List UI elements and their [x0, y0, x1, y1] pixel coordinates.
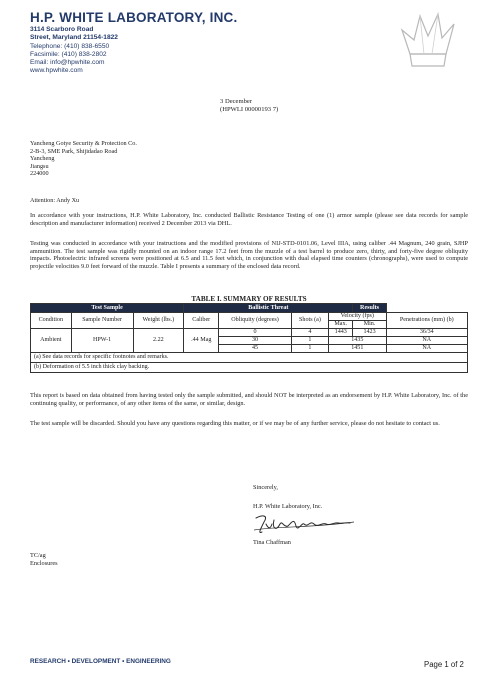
cell-obliquity: 45 — [219, 345, 292, 353]
table-row — [31, 329, 468, 337]
cell-caliber: .44 Mag — [184, 329, 219, 353]
facsimile: Facsimile: (410) 838-2802 — [30, 50, 107, 58]
cell-obliquity: 30 — [219, 337, 292, 345]
recipient-line: 224000 — [30, 170, 49, 178]
intro-paragraph: In accordance with your instructions, H.P. White Laboratory, Inc. conducted Ballistic Resistance Testing of one (1) armor sample (please see data records for sample description and manufacturer information) received 2 December 2013 via DHL. — [30, 212, 468, 227]
cell-shots: 1 — [291, 345, 328, 353]
recipient-address — [30, 140, 137, 178]
header-caliber: Caliber — [184, 313, 219, 329]
signer-name: Tina Chaffman — [253, 539, 291, 546]
typist-initials — [30, 552, 58, 567]
header-velocity-max: Max. — [329, 321, 353, 329]
letterhead — [30, 10, 237, 76]
sincerely: Sincerely, — [253, 484, 278, 491]
group-results: Results — [353, 304, 386, 313]
recipient-line: Jiangsu — [30, 162, 49, 170]
cell-weight: 2.22 — [133, 329, 184, 353]
header-condition: Condition — [31, 313, 72, 329]
table-notes — [31, 353, 468, 363]
method-paragraph: Testing was conducted in accordance with your instructions and the modified provisions of NIJ-STD-0101.06, Level IIIA, using caliber .44 Magnum, 240 grain, SJHP ammunition. The test sample was rigidly mounted on an indoor range 17.2 feet from the muzzle of a test barrel to produce zero, thirty, and forty-five degree obliquity impacts. Photoelectric infrared screens were positioned at 6.5 and 11.5 feet which, in conjunction with dual elapsed time counters (chronographs), were used to compute projectile velocities 9.0 feet forward of the muzzle. Table I presents a summary of the enclosed data record. — [30, 240, 468, 270]
header-penetrations: Penetrations (mm) (b) — [386, 313, 467, 329]
telephone: Telephone: (410) 838-6550 — [30, 42, 110, 50]
header-velocity-min: Min. — [353, 321, 386, 329]
cell-velocity-max: 1443 — [329, 329, 353, 337]
cell-obliquity: 0 — [219, 329, 292, 337]
reference-number: (HPWLI 00000193 7) — [220, 105, 279, 113]
cell-penetrations: NA — [386, 337, 467, 345]
handwritten-signature — [250, 510, 360, 538]
cell-penetrations: NA — [386, 345, 467, 353]
page-number: Page 1 of 2 — [424, 660, 464, 669]
enclosures-line: Enclosures — [30, 559, 58, 567]
date-line: 3 December — [220, 98, 253, 105]
closing-paragraph: The test sample will be discarded. Should you have any questions regarding this matter, or if we may be of any further service, please do not hesitate to contact us. — [30, 420, 440, 427]
initials-line: TC/ag — [30, 552, 46, 559]
header-velocity: Velocity (fps) — [329, 313, 387, 321]
letter-date — [220, 98, 278, 113]
cell-penetrations: 36/34 — [386, 329, 467, 337]
address-line-2: Street, Maryland 21154-1822 — [30, 34, 118, 42]
group-test-sample: Test Sample — [31, 304, 184, 313]
header-weight: Weight (lbs.) — [133, 313, 184, 329]
results-table — [30, 303, 468, 373]
group-ballistic-threat: Ballistic Threat — [184, 304, 353, 313]
attention-line: Attention: Andy Xu — [30, 197, 80, 204]
cell-velocity: 1451 — [329, 345, 387, 353]
recipient-line: 2-B-3, SME Park, Shijidadao Road — [30, 147, 118, 155]
header-shots: Shots (a) — [291, 313, 328, 329]
disclaimer-paragraph: This report is based on data obtained from having tested only the sample submitted, and should NOT be interpreted as an endorsement by H.P. White Laboratory, Inc. of the continuing quality, or performance, of any other items of the same, or similar, design. — [30, 392, 468, 407]
cell-velocity: 1435 — [329, 337, 387, 345]
email: Email: info@hpwhite.com — [30, 59, 105, 67]
cell-shots: 1 — [291, 337, 328, 345]
signature-company: H.P. White Laboratory, Inc. — [253, 503, 323, 510]
recipient-line: Yancheng Gotye Security & Protection Co. — [30, 140, 137, 147]
table-notes — [31, 363, 468, 373]
cell-velocity-min: 1423 — [353, 329, 386, 337]
table-note-b: (b) Deformation of 5.5 inch thick clay backing. — [31, 363, 468, 373]
website-link[interactable]: www.hpwhite.com — [30, 67, 83, 75]
company-logo-icon — [396, 10, 458, 72]
header-obliquity: Obliquity (degrees) — [219, 313, 292, 329]
cell-sample-number: HPW-1 — [71, 329, 133, 353]
table-note-a: (a) See data records for specific footnotes and remarks. — [31, 353, 468, 363]
header-sample-number: Sample Number — [71, 313, 133, 329]
recipient-line: Yancheng — [30, 155, 55, 163]
footer-tagline: RESEARCH • DEVELOPMENT • ENGINEERING — [30, 658, 171, 665]
table-caption: TABLE I. SUMMARY OF RESULTS — [191, 295, 307, 303]
company-name: H.P. WHITE LABORATORY, INC. — [30, 10, 238, 25]
address-line-1: 3114 Scarboro Road — [30, 26, 94, 33]
cell-condition: Ambient — [31, 329, 72, 353]
cell-shots: 4 — [291, 329, 328, 337]
